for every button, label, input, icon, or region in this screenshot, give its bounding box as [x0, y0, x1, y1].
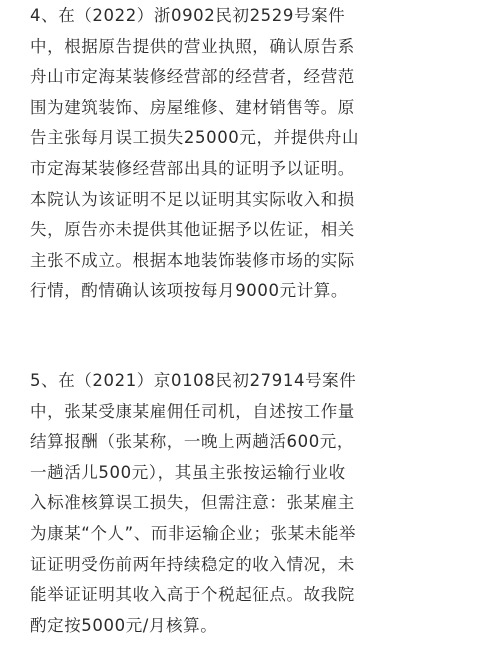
text-line: 主张不成立。根据本地装饰装修市场的实际 — [30, 250, 355, 270]
text-line: 能举证证明其收入高于个税起征点。故我院 — [30, 585, 355, 605]
text-line: 4、在（2022）浙0902民初2529号案件 — [30, 6, 346, 25]
text-line: 本院认为该证明不足以证明其实际收入和损 — [30, 189, 355, 209]
text-line: 一趟活儿500元），其虽主张按运输行业收 — [30, 462, 346, 482]
text-line: 舟山市定海某装修经营部的经营者，经营范 — [30, 67, 355, 87]
text-line: 结算报酬（张某称，一晚上两趟活600元， — [30, 432, 354, 452]
text-line: 行情，酌情确认该项按每月9000元计算。 — [30, 281, 348, 301]
text-line: 酌定按5000元/月核算。 — [30, 615, 218, 635]
text-line: 失，原告亦未提供其他证据予以佐证，相关 — [30, 220, 355, 240]
text-line: 5、在（2021）京0108民初27914号案件 — [30, 371, 357, 390]
text-line: 入标准核算误工损失，但需注意：张某雇主 — [30, 493, 355, 513]
text-line: 围为建筑装饰、房屋维修、建材销售等。原 — [30, 97, 355, 117]
case-paragraph-4 — [30, 1, 359, 307]
text-line: 证证明受伤前两年持续稳定的收入情况，未 — [30, 554, 355, 574]
text-line: 市定海某装修经营部出具的证明予以证明。 — [30, 158, 355, 178]
text-line: 告主张每月误工损失25000元，并提供舟山 — [30, 128, 360, 148]
text-line: 中，根据原告提供的营业执照，确认原告系 — [30, 36, 355, 56]
text-line: 为康某“个人”、而非运输企业；张某未能举 — [30, 523, 357, 543]
text-line: 中，张某受康某雇佣任司机，自述按工作量 — [30, 401, 355, 421]
case-paragraph-5 — [30, 366, 356, 641]
